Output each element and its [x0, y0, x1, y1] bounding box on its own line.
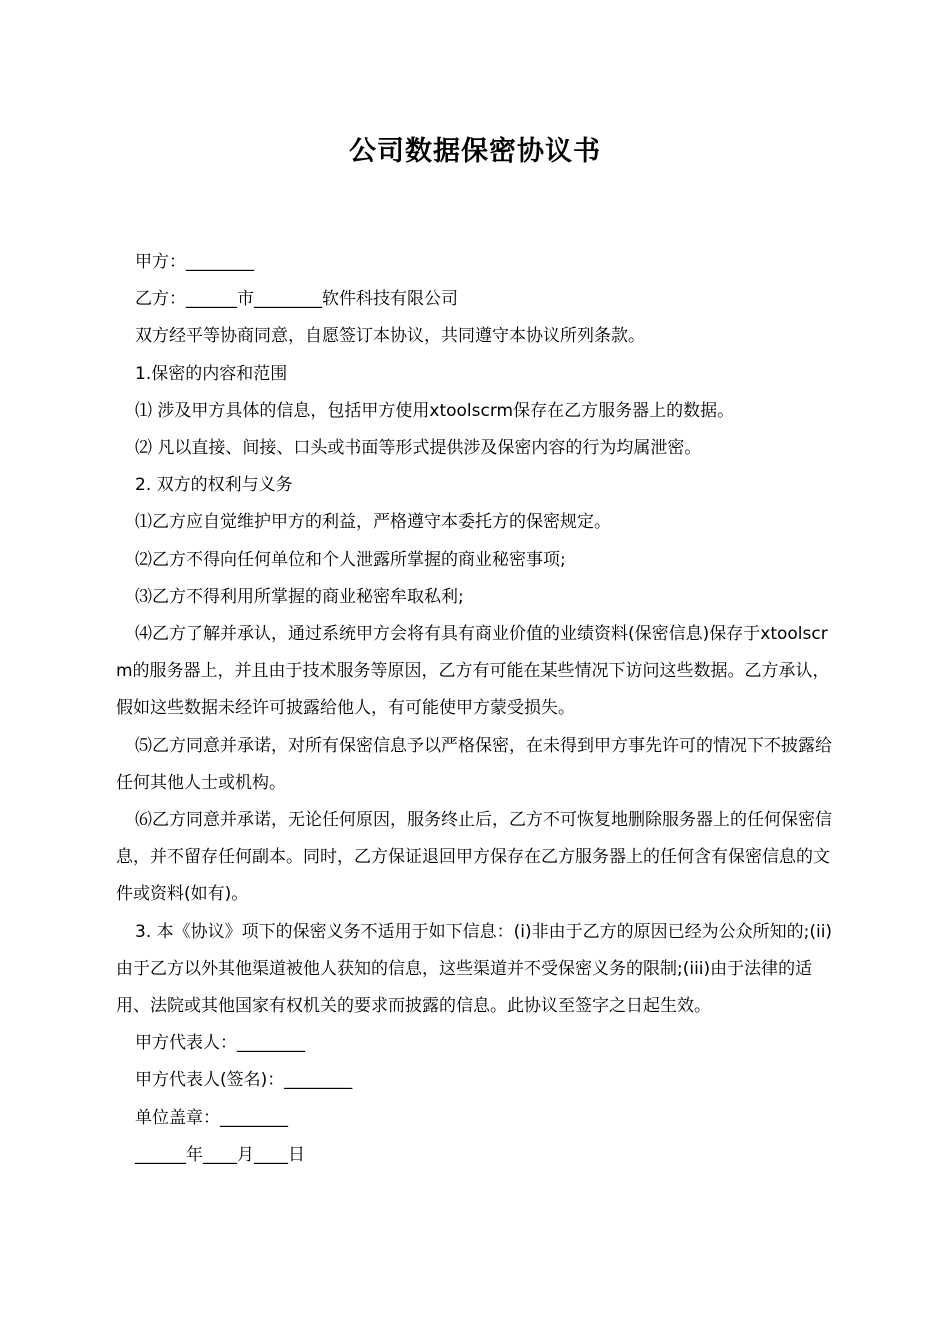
section-1-heading: 1.保密的内容和范围: [135, 363, 288, 384]
agreement-intro: 双方经平等协商同意，自愿签订本协议，共同遵守本协议所列条款。: [135, 326, 645, 347]
unit-seal-line: 单位盖章：________: [135, 1107, 288, 1128]
section-1-item-1: ⑴ 涉及甲方具体的信息，包括甲方使用xtoolscrm保存在乙方服务器上的数据。: [135, 400, 735, 421]
section-2-item-4: ⑷乙方了解并承认，通过系统甲方会将有具有商业价值的业绩资料(保密信息)保存于xtoolscrm的服务器上，并且由于技术服务等原因，乙方有可能在某些情况下访问这些数据。乙方承认，假如这些数据未经许可披露给他人，有可能使甲方蒙受损失。: [116, 624, 830, 719]
party-a-line: 甲方：________: [135, 252, 254, 272]
section-2-item-5: ⑸乙方同意并承诺，对所有保密信息予以严格保密，在未得到甲方事先许可的情况下不披露给任何其他人士或机构。: [116, 735, 832, 793]
date-line: ______年____月____日: [135, 1144, 305, 1165]
party-b-line: 乙方：______市________软件科技有限公司: [135, 289, 458, 310]
section-2-item-1: ⑴乙方应自觉维护甲方的利益，严格遵守本委托方的保密规定。: [135, 512, 611, 533]
party-a-signature-line: 甲方代表人(签名)：________: [135, 1070, 353, 1091]
party-a-representative-line: 甲方代表人：________: [135, 1033, 305, 1054]
section-2-item-2: ⑵乙方不得向任何单位和个人泄露所掌握的商业秘密事项;: [135, 549, 566, 570]
document-body: [116, 244, 836, 1174]
section-2-item-6: ⑹乙方同意并承诺，无论任何原因，服务终止后，乙方不可恢复地删除服务器上的任何保密信息，并不留存任何副本。同时，乙方保证退回甲方保存在乙方服务器上的任何含有保密信息的文件或资料(如有)。: [116, 810, 832, 905]
section-2-item-3: ⑶乙方不得利用所掌握的商业秘密牟取私利;: [135, 586, 464, 607]
document-title: 公司数据保密协议书: [349, 136, 601, 167]
section-2-heading: 2. 双方的权利与义务: [135, 475, 293, 496]
section-1-item-2: ⑵ 凡以直接、间接、口头或书面等形式提供涉及保密内容的行为均属泄密。: [135, 438, 702, 459]
section-3-paragraph: 3. 本《协议》项下的保密义务不适用于如下信息：(i)非由于乙方的原因已经为公众所知的;(ii)由于乙方以外其他渠道被他人获知的信息，这些渠道并不受保密义务的限制;(iii)由于法律的适用、法院或其他国家有权机关的要求而披露的信息。此协议至签字之日起生效。: [116, 921, 833, 1017]
